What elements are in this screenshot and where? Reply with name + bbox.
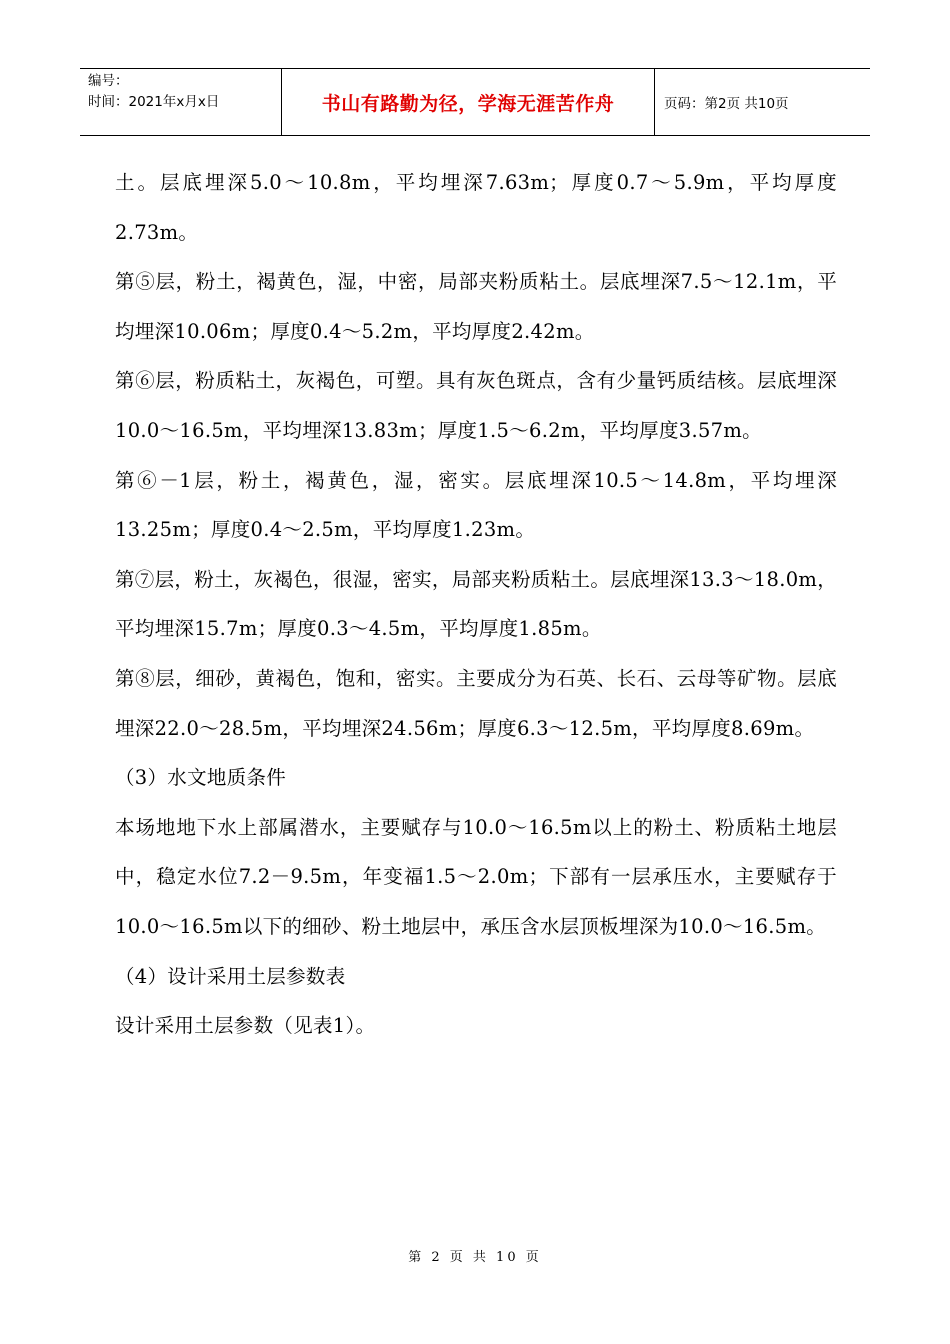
section-heading-soil-parameters: （4）设计采用土层参数表 — [115, 964, 346, 988]
page-header — [80, 68, 870, 136]
code-label: 编号： — [88, 73, 129, 89]
paragraph-layer-6: 第⑥层，粉质粘土，灰褐色，可塑。具有灰色斑点，含有少量钙质结核。层底埋深10.0～16.5m，平均埋深13.83m；厚度1.5～6.2m，平均厚度3.57m。 — [115, 369, 837, 442]
paragraph-layer-7: 第⑦层，粉土，灰褐色，很湿，密实，局部夹粉质粘土。层底埋深13.3～18.0m，平均埋深15.7m；厚度0.3～4.5m，平均厚度1.85m。 — [115, 567, 837, 641]
page-footer: 第 2 页 共 10 页 — [408, 1250, 542, 1265]
header-meta — [80, 69, 282, 135]
date-label: 时间：2021年x月x日 — [88, 94, 220, 110]
paragraph-hydrogeology: 本场地地下水上部属潜水，主要赋存与10.0～16.5m以上的粉土、粉质粘土地层中，稳定水位7.2－9.5m，年变福1.5～2.0m；下部有一层承压水，主要赋存于10.0～16.5m以下的细砂、粉土地层中，承压含水层顶板埋深为10.0～16.5m。 — [115, 815, 837, 938]
document-body — [115, 158, 837, 1051]
paragraph-layer-5: 第⑤层，粉土，褐黄色，湿，中密，局部夹粉质粘土。层底埋深7.5～12.1m，平均埋深10.06m；厚度0.4～5.2m，平均厚度2.42m。 — [115, 270, 837, 343]
paragraph-layer-6-1: 第⑥－1层，粉土，褐黄色，湿，密实。层底埋深10.5～14.8m，平均埋深13.25m；厚度0.4～2.5m，平均厚度1.23m。 — [115, 468, 837, 542]
paragraph-soil-parameters: 设计采用土层参数（见表1）。 — [115, 1014, 376, 1038]
section-heading-hydrogeology: （3）水文地质条件 — [115, 766, 287, 790]
paragraph-layer-8: 第⑧层，细砂，黄褐色，饱和，密实。主要成分为石英、长石、云母等矿物。层底埋深22.0～28.5m，平均埋深24.56m；厚度6.3～12.5m，平均厚度8.69m。 — [115, 666, 837, 740]
header-page-info: 页码：第2页 共10页 — [664, 96, 789, 112]
paragraph-soil-layer-4-end: 土。层底埋深5.0～10.8m，平均埋深7.63m；厚度0.7～5.9m，平均厚度2.73m。 — [115, 171, 837, 244]
header-motto: 书山有路勤为径，学海无涯苦作舟 — [282, 69, 655, 135]
